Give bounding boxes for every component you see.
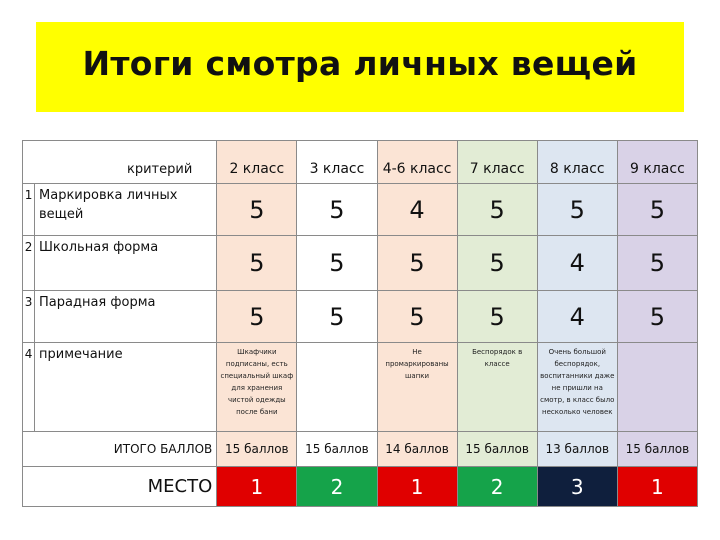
note-cell: Не промаркированы шапки bbox=[377, 343, 457, 432]
score-cell: 5 bbox=[297, 184, 377, 236]
score-cell: 5 bbox=[377, 236, 457, 291]
results-table bbox=[22, 140, 698, 507]
criterion-cell: Школьная форма bbox=[35, 236, 217, 291]
total-cell: 15 баллов bbox=[217, 432, 297, 467]
table-row bbox=[23, 236, 698, 291]
place-cell: 2 bbox=[457, 467, 537, 507]
total-cell: 15 баллов bbox=[457, 432, 537, 467]
score-cell: 5 bbox=[617, 236, 697, 291]
place-cell: 1 bbox=[617, 467, 697, 507]
score-cell: 5 bbox=[457, 236, 537, 291]
class-header: 4-6 класс bbox=[377, 141, 457, 184]
places-row bbox=[23, 467, 698, 507]
page-title: Итоги смотра личных вещей bbox=[82, 44, 638, 83]
criterion-header: критерий bbox=[23, 141, 217, 184]
row-number: 1 bbox=[23, 184, 35, 236]
score-cell: 5 bbox=[297, 236, 377, 291]
place-label: МЕСТО bbox=[23, 467, 217, 507]
note-cell bbox=[297, 343, 377, 432]
row-number: 2 bbox=[23, 236, 35, 291]
note-cell: Беспорядок в классе bbox=[457, 343, 537, 432]
score-cell: 4 bbox=[377, 184, 457, 236]
score-cell: 5 bbox=[457, 184, 537, 236]
class-header: 8 класс bbox=[537, 141, 617, 184]
score-cell: 5 bbox=[617, 184, 697, 236]
total-cell: 15 баллов bbox=[617, 432, 697, 467]
score-cell: 5 bbox=[457, 291, 537, 343]
table-row bbox=[23, 184, 698, 236]
criterion-cell: Парадная форма bbox=[35, 291, 217, 343]
notes-row bbox=[23, 343, 698, 432]
class-header: 2 класс bbox=[217, 141, 297, 184]
note-cell bbox=[617, 343, 697, 432]
note-cell: Очень большой беспорядок, воспитанники даже не пришли на смотр, в класс было несколько человек bbox=[537, 343, 617, 432]
score-cell: 5 bbox=[297, 291, 377, 343]
score-cell: 4 bbox=[537, 291, 617, 343]
class-header: 3 класс bbox=[297, 141, 377, 184]
score-cell: 5 bbox=[617, 291, 697, 343]
place-cell: 2 bbox=[297, 467, 377, 507]
total-cell: 14 баллов bbox=[377, 432, 457, 467]
class-header: 9 класс bbox=[617, 141, 697, 184]
total-cell: 15 баллов bbox=[297, 432, 377, 467]
totals-row bbox=[23, 432, 698, 467]
totals-label: ИТОГО БАЛЛОВ bbox=[23, 432, 217, 467]
place-cell: 1 bbox=[217, 467, 297, 507]
place-cell: 3 bbox=[537, 467, 617, 507]
criterion-cell: Маркировка личных вещей bbox=[35, 184, 217, 236]
score-cell: 5 bbox=[537, 184, 617, 236]
title-banner bbox=[36, 22, 684, 112]
note-cell: Шкафчики подписаны, есть специальный шкаф для хранения чистой одежды после бани bbox=[217, 343, 297, 432]
score-cell: 5 bbox=[217, 291, 297, 343]
row-number: 3 bbox=[23, 291, 35, 343]
row-number: 4 bbox=[23, 343, 35, 432]
class-header: 7 класс bbox=[457, 141, 537, 184]
place-cell: 1 bbox=[377, 467, 457, 507]
total-cell: 13 баллов bbox=[537, 432, 617, 467]
score-cell: 4 bbox=[537, 236, 617, 291]
score-cell: 5 bbox=[217, 236, 297, 291]
table-row bbox=[23, 291, 698, 343]
header-row bbox=[23, 141, 698, 184]
score-cell: 5 bbox=[377, 291, 457, 343]
criterion-cell: примечание bbox=[35, 343, 217, 432]
score-cell: 5 bbox=[217, 184, 297, 236]
